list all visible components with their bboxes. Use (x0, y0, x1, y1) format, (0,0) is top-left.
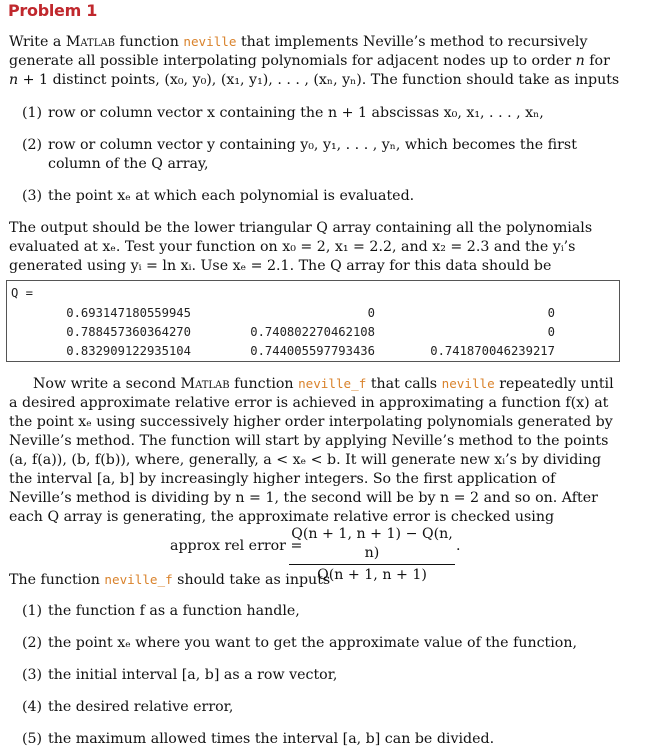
intro-paragraph: Write a Matlab function neville that implements Neville’s method to recursively generate all possible interpolating polynomials for adjacent nodes up to order n for n + 1 distinct points, (x₀, y₀), (x₁, y₁), . . . , (xₙ, yₙ). The function should take as inputs (9, 34, 620, 88)
matrix-label: Q = (11, 286, 34, 300)
input-list-2d (22, 698, 622, 717)
input-list-1b (22, 136, 622, 174)
input-list-1c (22, 187, 622, 206)
problem-title: Problem 1 (8, 1, 98, 20)
input-list-2b (22, 634, 622, 653)
input-list-2 (22, 602, 622, 621)
document-page: Problem 1 Write a Matlab function neville that implements Neville’s method to recursively generate all possible interpolating polynomials for adjacent nodes up to order n for n + 1 distinct points, (x₀, y₀), (x₁, y₁), . . . , (xₙ, yₙ). The function should take as inputs (1) row or column vector x containing the n + 1 abscissas x₀, x₁, . . . , xₙ, (2) row or column vector y containing y₀, y₁, . . . , yₙ, which becomes the first column of the Q array, (3) the point xₑ at which each polynomial is evaluated. The output should be the lower triangular Q array containing all the polynomials evaluated at xₑ. Test your function on x₀ = 2, x₁ = 2.2, and x₂ = 2.3 and the yᵢ’s generated using yᵢ = ln xᵢ. Use xₑ = 2.1. The Q array for this data should be Q = 0.693147180559945 0 0 0.788457360364270 0.740802270462108 0 0.832909122935104 0.744005597793436 0.741870046239217 Now write a second Matlab function neville_f that calls neville repeatedly until a desired approximate relative error is achieved in approximating a function f(x) at the point xₑ using successively higher order interpolating polynomials generated by Neville’s method. The function will start by applying Neville’s method to the points (a, f(a)), (b, f(b)), where, generally, a < xₑ < b. It will generate new xᵢ’s by dividing the interval [a, b] by increasingly higher integers. So the first application of Neville’s method is dividing by n = 1, the second will be by n = 2 and so on. After each Q array is generating, the approximate relative error is checked using approx rel error = $\frac{Q(n + 1, n + 1) - Q(n, n)}{Q(n + 1, n + 1)}$ . The function neville_f should take as inputs (1) the function f as a function handle, (2) the point xₑ where you want to get the approximate value of the function, (3) the initial interval [a, b] as a row vector, (4) the desired relative error, (5) the maximum allowed times the interval [a, b] can be divided. (0, 0, 646, 754)
list-item: (3) the point xₑ at which each polynomial is evaluated. (22, 188, 415, 204)
neville-code: neville (441, 376, 495, 391)
second-function-paragraph: Now write a second Matlab function neville_f that calls neville repeatedly until a desired approximate relative error is achieved in approximating a function f(x) at the point xₑ using successively higher order interpolating polynomials generated by Neville’s method. The function will start by applying Neville’s method to the points (a, f(a)), (b, f(b)), where, generally, a < xₑ < b. It will generate new xᵢ’s by dividing the interval [a, b] by increasingly higher integers. So the first application of Neville’s method is dividing by n = 1, the second will be by n = 2 and so on. After each Q array is generating, the approximate relative error is checked using (9, 376, 614, 525)
list-item: (2) the point xₑ where you want to get the approximate value of the function, (22, 635, 577, 651)
output-paragraph: The output should be the lower triangular Q array containing all the polynomials evaluated at xₑ. Test your function on x₀ = 2, x₁ = 2.2, and x₂ = 2.3 and the yᵢ’s generated using yᵢ = ln xᵢ. Use xₑ = 2.1. The Q array for this data should be (9, 220, 593, 274)
neville-f-code: neville_f (298, 376, 367, 391)
matlab-name: Matlab (65, 34, 115, 50)
list-item: (5) the maximum allowed times the interval [a, b] can be divided. (22, 731, 495, 747)
list-item: (3) the initial interval [a, b] as a row vector, (22, 667, 338, 683)
neville-code: neville (183, 34, 237, 49)
list-item: (1) row or column vector x containing the n + 1 abscissas x₀, x₁, . . . , xₙ, (22, 105, 544, 121)
list-item: (1) the function f as a function handle, (22, 603, 300, 619)
formula-fraction: $\frac{Q(n + 1, n + 1) - Q(n, n)}{Q(n + 1, n + 1)}$ (289, 525, 455, 585)
q-array-output (6, 280, 620, 362)
matrix-row: 0.693147180559945 0 0 (66, 306, 555, 320)
input-list-2c (22, 666, 622, 685)
matrix-row: 0.832909122935104 0.744005597793436 0.741870046239217 (66, 344, 555, 358)
input-list-1 (22, 104, 622, 123)
input-list-2e (22, 730, 622, 749)
matrix-row: 0.788457360364270 0.740802270462108 0 (66, 325, 555, 339)
list-item: (2) row or column vector y containing y₀, y₁, . . . , yₙ, which becomes the first column of the Q array, (22, 137, 577, 172)
list-item: (4) the desired relative error, (22, 699, 234, 715)
inputs-intro: The function neville_f should take as inputs (9, 572, 331, 588)
